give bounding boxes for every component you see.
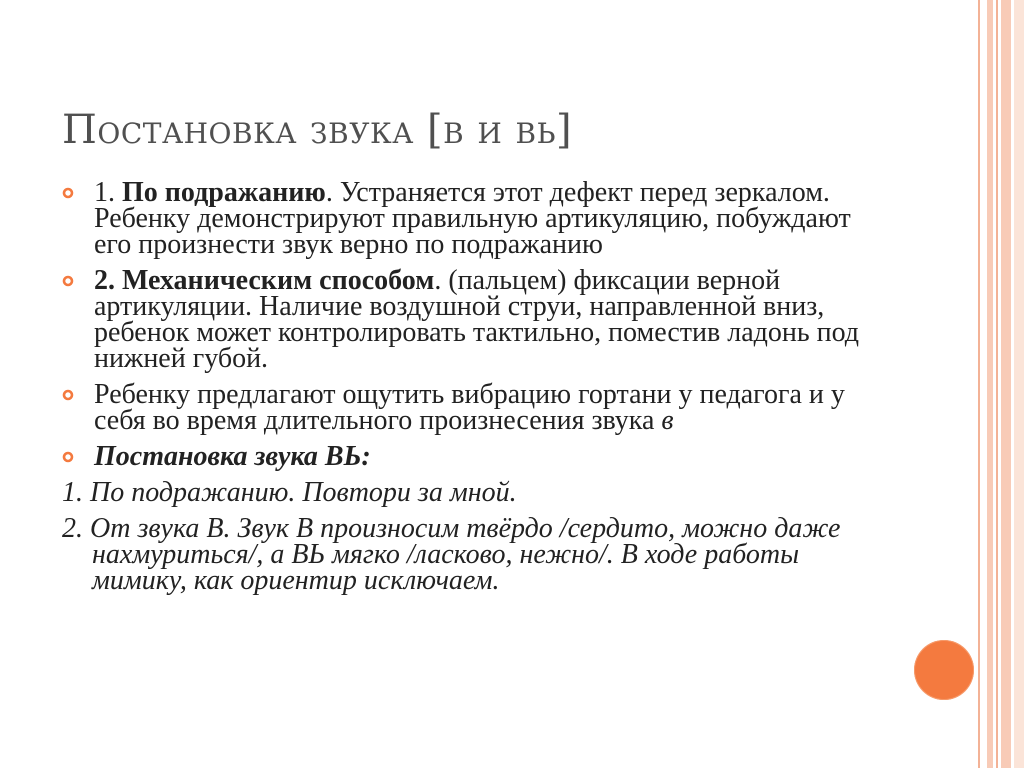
decorative-stripe [978,0,980,768]
decorative-stripe [987,0,993,768]
decorative-stripe [1014,0,1024,768]
decorative-stripe [1001,0,1011,768]
bullet-icon [62,275,74,287]
bullet-number: 1. [94,177,115,208]
numbered-item: 2. От звука В. Звук В произносим твёрдо /сердито, можно даже нахмуриться/, а ВЬ мягко /ласково, нежно/. В ходе работы мимику, как ориентир исключаем. [62,513,841,596]
bullet-text: . (пальцем) фиксации верной артикуляции. Наличие воздушной струи, направленной вниз, ребенок может контролировать тактильно, поместив ладонь под нижней губой. [94,265,860,374]
slide-content [62,177,892,604]
bullet-item [62,379,892,436]
bullet-bold: 2. Механическим способом [94,265,435,296]
numbered-item: 1. По подражанию. Повтори за мной. [62,477,517,508]
bullet-item [62,265,892,374]
bullet-item [62,177,892,260]
bullet-item [62,441,892,472]
decorative-stripe [996,0,998,768]
decorative-circle [914,640,974,700]
bullet-icon [62,187,74,199]
slide-title: Постановка звука [в и вь] [62,107,573,153]
bullet-text: Ребенку предлагают ощутить вибрацию гортани у педагога и у себя во время длительного произнесения звука [94,379,845,436]
bullet-text: . Устраняется этот дефект перед зеркалом. Ребенку демонстрируют правильную артикуляцию, побуждают его произнести звук верно по подражанию [94,177,851,260]
bullet-icon [62,451,74,463]
section-heading: Постановка звука ВЬ: [94,441,371,472]
bullet-icon [62,389,74,401]
bullet-italic: в [661,405,674,436]
bullet-bold: По подражанию [122,177,326,208]
